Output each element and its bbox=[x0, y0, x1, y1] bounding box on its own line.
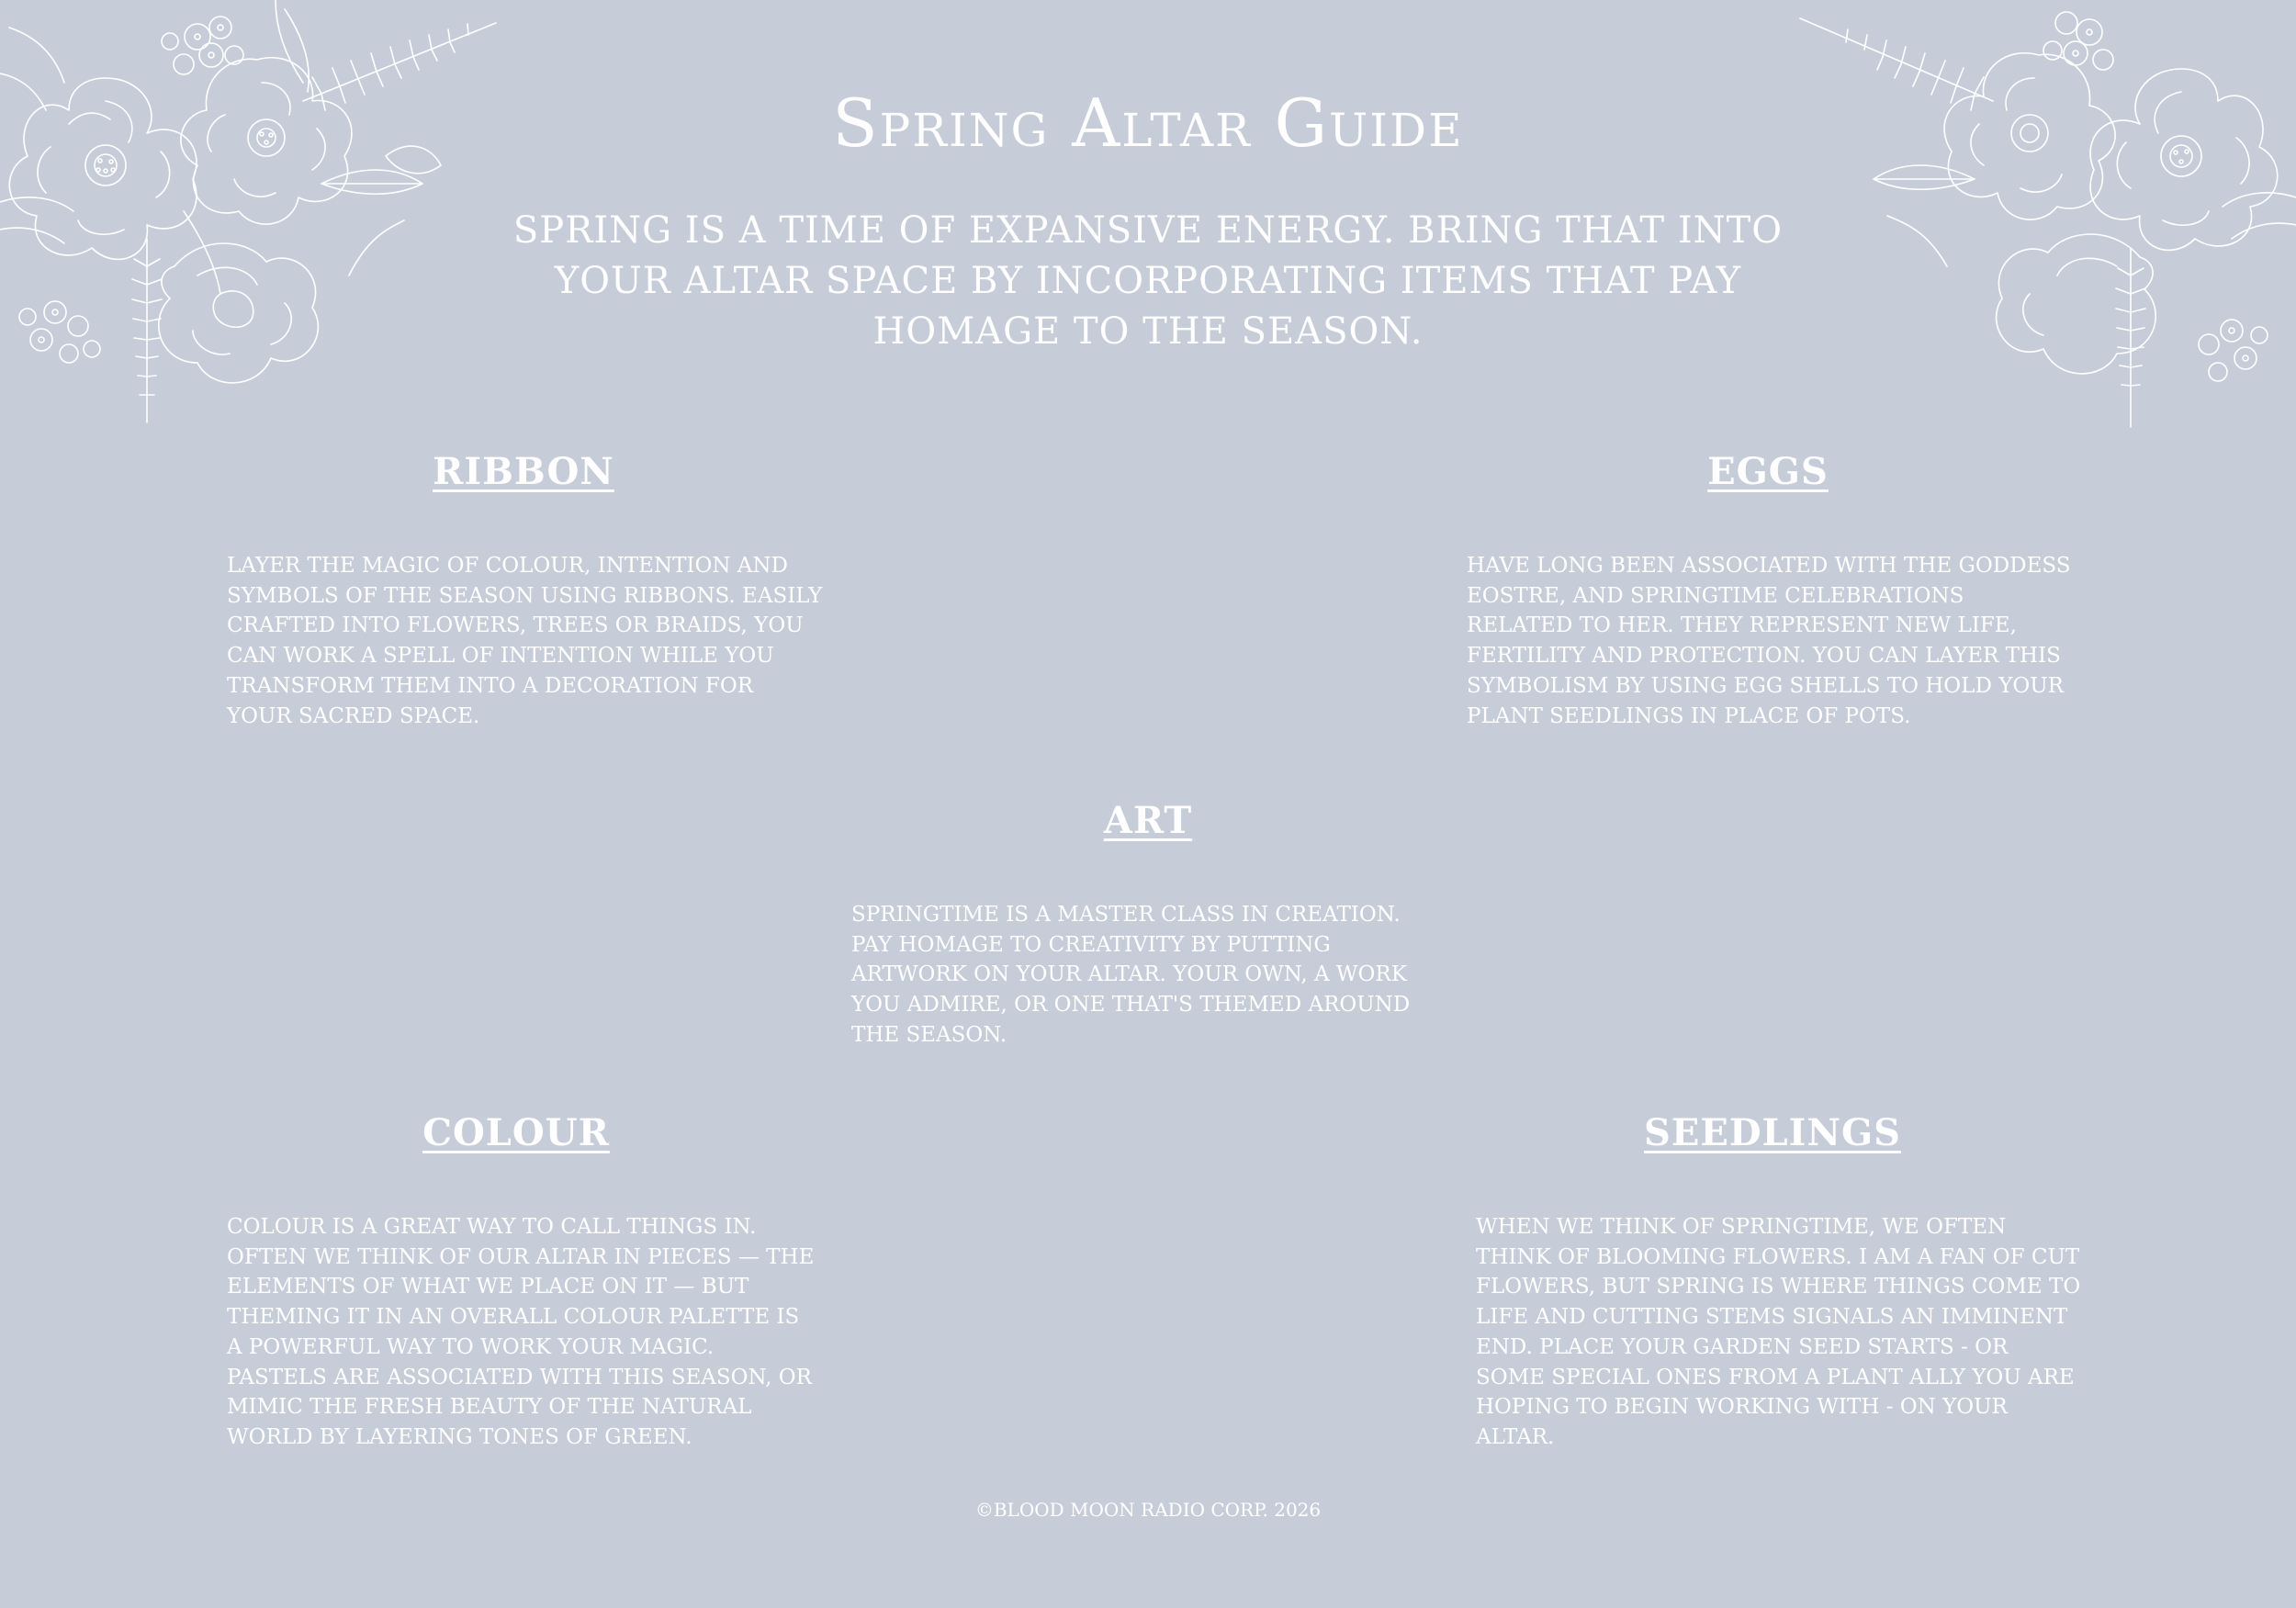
seedlings-body: WHEN WE THINK OF SPRINGTIME, WE OFTEN THINK OF BLOOMING FLOWERS. I AM A FAN OF CUT FLOWERS, BUT SPRING IS WHERE THINGS COME TO LIFE AND CUTTING STEMS SIGNALS AN IMMINENT END. PLACE YOUR GARDEN SEED STARTS - OR SOME SPECIAL ONES FROM A PLANT ALLY YOU ARE HOPING TO BEGIN WORKING WITH - ON YOUR ALTAR. bbox=[1476, 1215, 2081, 1449]
art-body: SPRINGTIME IS A MASTER CLASS IN CREATION. PAY HOMAGE TO CREATIVITY BY PUTTING ARTWORK ON YOUR ALTAR. YOUR OWN, A WORK YOU ADMIRE, OR ONE THAT'S THEMED AROUND THE SEASON. bbox=[851, 903, 1411, 1047]
colour-heading: COLOUR bbox=[422, 1111, 610, 1154]
eggs-body: HAVE LONG BEEN ASSOCIATED WITH THE GODDESS EOSTRE, AND SPRINGTIME CELEBRATIONS RELATED TO HER. THEY REPRESENT NEW LIFE, FERTILITY AND PROTECTION. YOU CAN LAYER THIS SYMBOLISM BY USING EGG SHELLS TO HOLD YOUR PLANT SEEDLINGS IN PLACE OF POTS. bbox=[1467, 554, 2071, 728]
copyright-footer: ©BLOOD MOON RADIO CORP. 2026 bbox=[974, 1499, 1322, 1521]
art-heading: ART bbox=[1103, 799, 1193, 842]
page-title: Spring Altar Guide bbox=[832, 84, 1464, 162]
floral-bouquet-icon bbox=[1782, 0, 2296, 432]
seedlings-heading: SEEDLINGS bbox=[1644, 1111, 1901, 1154]
ribbon-body: LAYER THE MAGIC OF COLOUR, INTENTION AND SYMBOLS OF THE SEASON USING RIBBONS. EASILY CRAFTED INTO FLOWERS, TREES OR BRAIDS, YOU CAN WORK A SPELL OF INTENTION WHILE YOU TRANSFORM THEM INTO A DECORATION FOR YOUR SACRED SPACE. bbox=[227, 554, 823, 728]
colour-body: COLOUR IS A GREAT WAY TO CALL THINGS IN. OFTEN WE THINK OF OUR ALTAR IN PIECES — THE ELEMENTS OF WHAT WE PLACE ON IT — BUT THEMING IT IN AN OVERALL COLOUR PALETTE IS A POWERFUL WAY TO WORK YOUR MAGIC. PASTELS ARE ASSOCIATED WITH THIS SEASON, OR MIMIC THE FRESH BEAUTY OF THE NATURAL WORLD BY LAYERING TONES OF GREEN. bbox=[227, 1215, 815, 1449]
ribbon-heading: RIBBON bbox=[433, 450, 614, 493]
intro-text: SPRING IS A TIME OF EXPANSIVE ENERGY. BRING THAT INTO YOUR ALTAR SPACE BY INCORPORATING ITEMS THAT PAY HOMAGE TO THE SEASON. bbox=[512, 209, 1784, 353]
eggs-heading: EGGS bbox=[1707, 450, 1829, 493]
floral-bouquet-icon bbox=[0, 0, 514, 432]
